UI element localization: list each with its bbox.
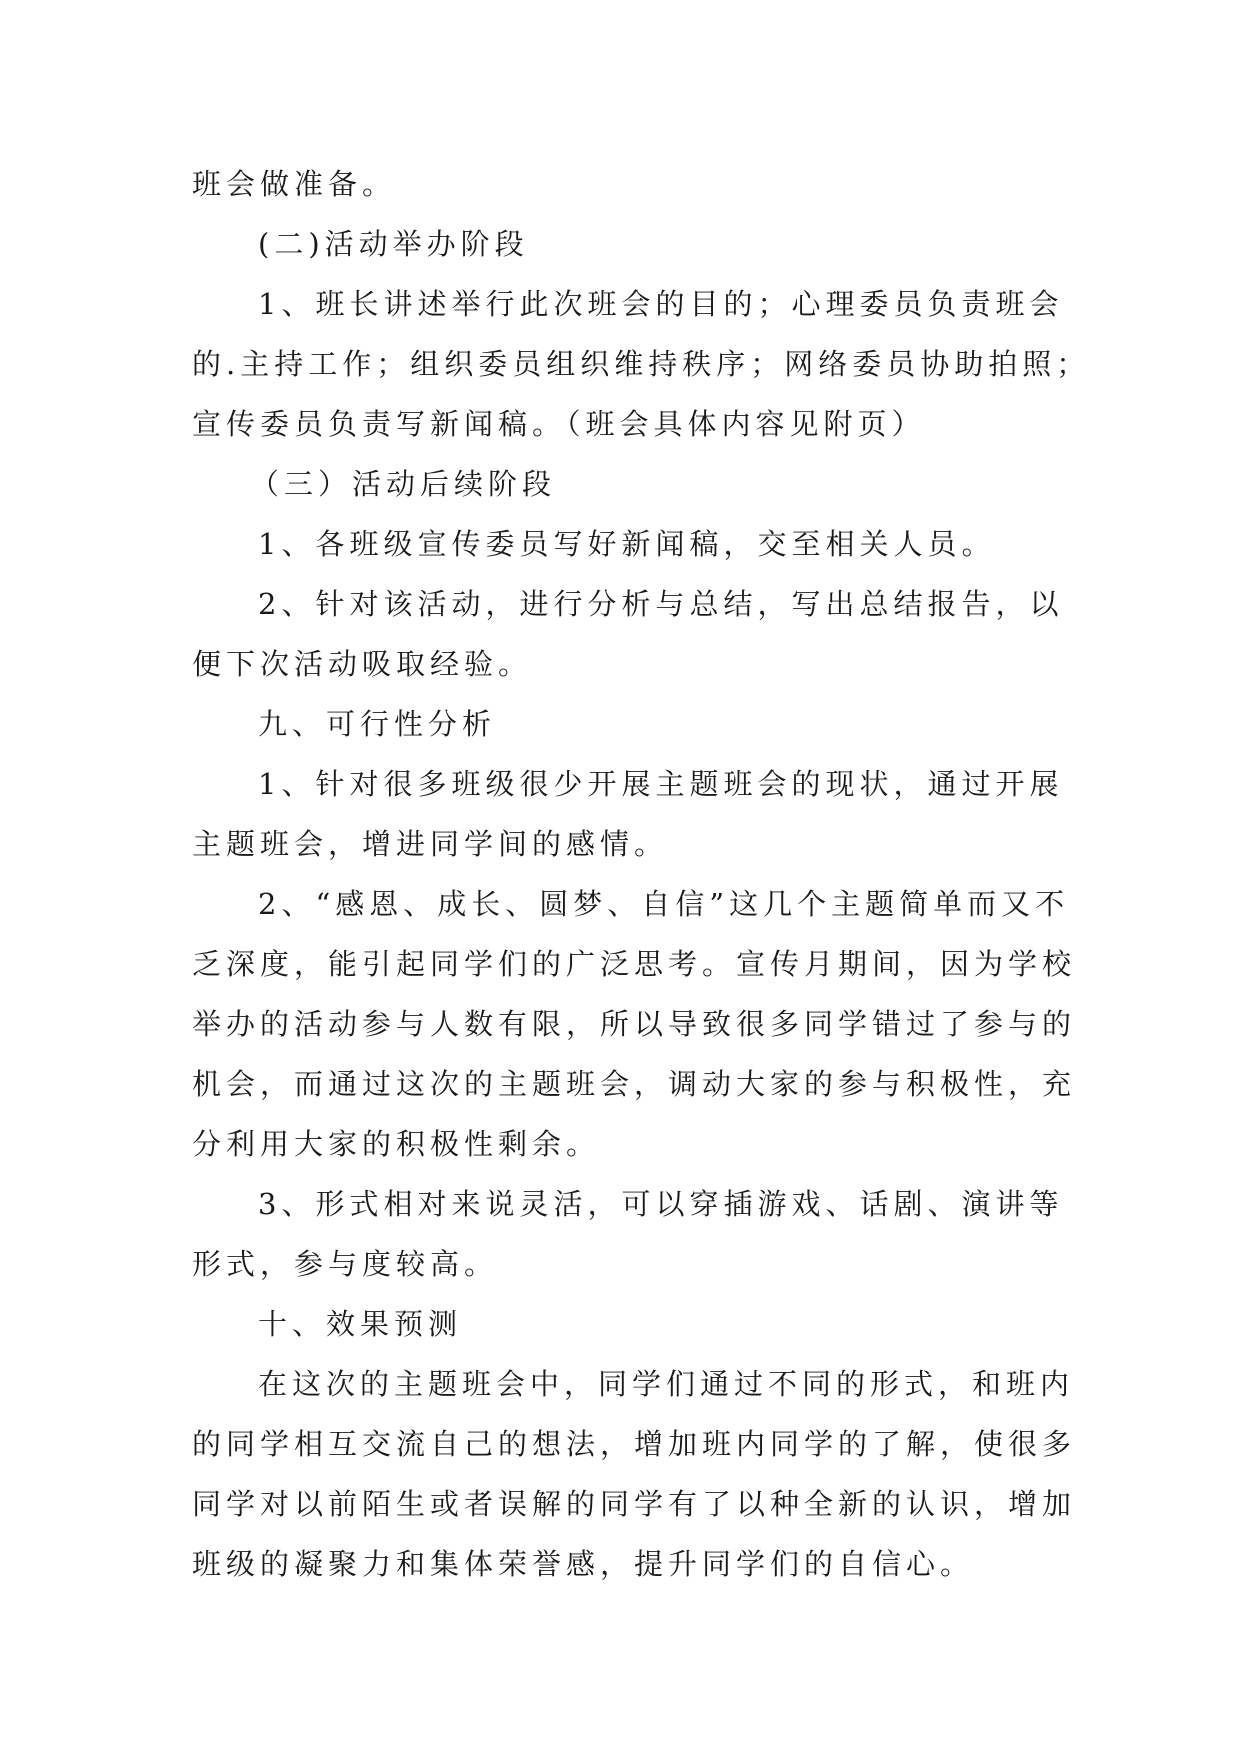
section-heading: 十、效果预测 <box>258 1307 463 1341</box>
text-line: 班级的凝聚力和集体荣誉感，提升同学们的自信心。 <box>192 1547 975 1581</box>
text-line: 宣传委员负责写新闻稿。（班会具体内容见附页） <box>192 407 926 441</box>
text-line: 1、班长讲述举行此次班会的目的；心理委员负责班会 <box>258 287 1064 321</box>
section-heading: (二)活动举办阶段 <box>258 227 529 261</box>
text-line: 的同学相互交流自己的想法，增加班内同学的了解，使很多 <box>192 1427 1077 1461</box>
text-line: 班会做准备。 <box>192 167 397 201</box>
text-line: 3、形式相对来说灵活，可以穿插游戏、话剧、演讲等 <box>258 1187 1064 1221</box>
text-line: 在这次的主题班会中，同学们通过不同的形式，和班内 <box>258 1367 1075 1401</box>
document-body <box>192 154 1091 1594</box>
text-line: 形式，参与度较高。 <box>192 1247 499 1281</box>
text-line: 1、各班级宣传委员写好新闻稿，交至相关人员。 <box>258 527 996 561</box>
text-line: 同学对以前陌生或者误解的同学有了以种全新的认识，增加 <box>192 1487 1077 1521</box>
text-line: 主题班会，增进同学间的感情。 <box>192 827 669 861</box>
section-heading: 九、可行性分析 <box>258 707 497 741</box>
text-line: 的.主持工作；组织委员组织维持秩序；网络委员协助拍照； <box>192 347 1091 381</box>
text-line: 2、“感恩、成长、圆梦、自信”这几个主题简单而又不 <box>258 887 1070 921</box>
text-line: 举办的活动参与人数有限，所以导致很多同学错过了参与的 <box>192 1007 1077 1041</box>
text-line: 机会，而通过这次的主题班会，调动大家的参与积极性，充 <box>192 1067 1077 1101</box>
section-heading: （三）活动后续阶段 <box>250 467 557 501</box>
text-line: 1、针对很多班级很少开展主题班会的现状，通过开展 <box>258 767 1064 801</box>
text-line: 分利用大家的积极性剩余。 <box>192 1127 601 1161</box>
text-line: 2、针对该活动，进行分析与总结，写出总结报告，以 <box>258 587 1064 621</box>
text-line: 乏深度，能引起同学们的广泛思考。宣传月期间，因为学校 <box>192 947 1077 981</box>
text-line: 便下次活动吸取经验。 <box>192 647 533 681</box>
